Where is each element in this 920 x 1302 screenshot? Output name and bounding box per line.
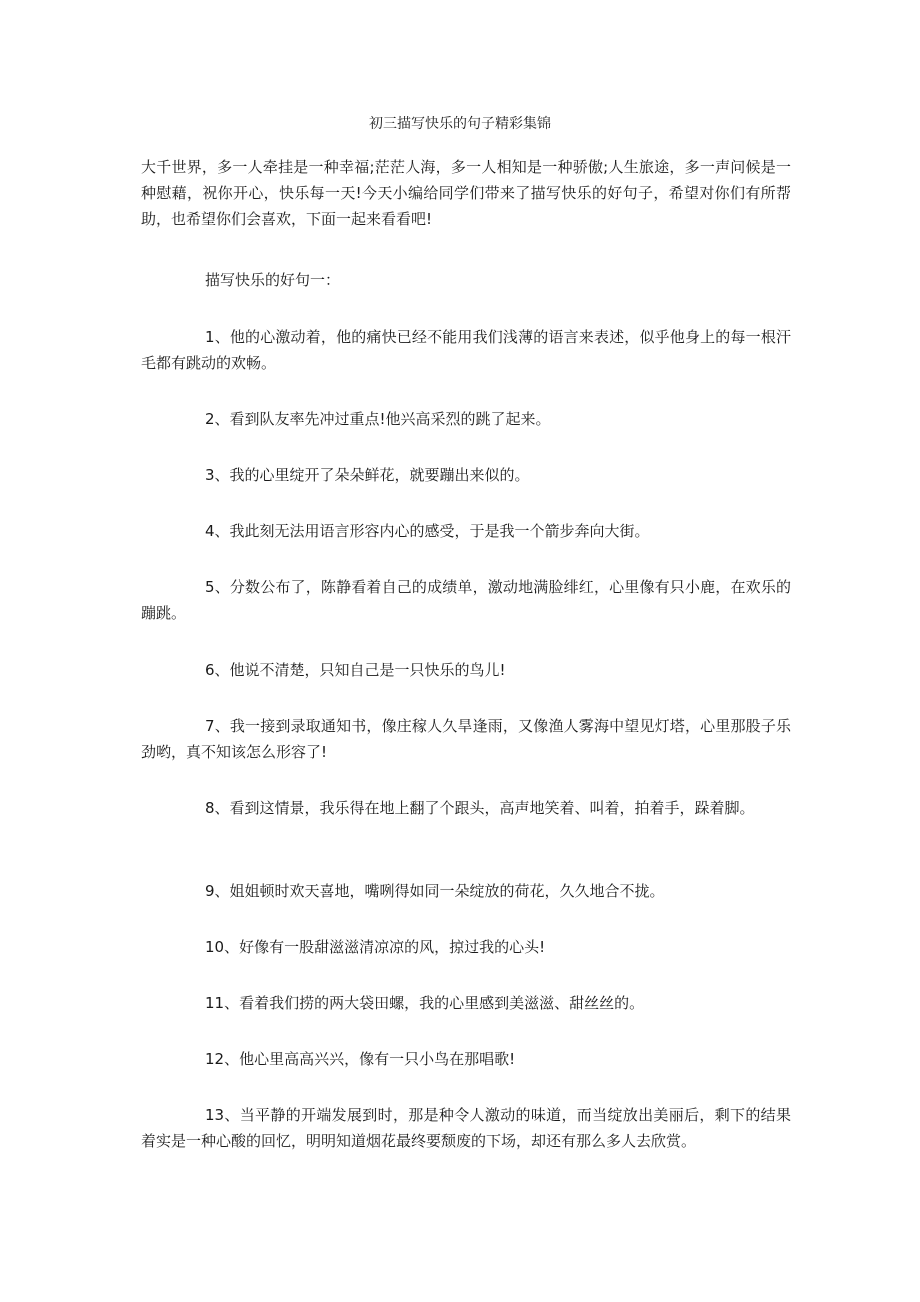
sentence-item-10: 10、好像有一股甜滋滋清凉凉的风，掠过我的心头! xyxy=(205,938,546,956)
sentence-item-9: 9、姐姐顿时欢天喜地，嘴咧得如同一朵绽放的荷花，久久地合不拢。 xyxy=(205,882,665,900)
sentence-item-12: 12、他心里高高兴兴，像有一只小鸟在那唱歌! xyxy=(205,1050,516,1068)
sentence-item-1: 1、他的心激动着，他的痛快已经不能用我们浅薄的语言来表述，似乎他身上的每一根汗毛都有跳动的欢畅。 xyxy=(141,328,791,372)
document-title: 初三描写快乐的句子精彩集锦 xyxy=(369,116,551,132)
sentence-item-6: 6、他说不清楚，只知自己是一只快乐的鸟儿! xyxy=(205,661,506,679)
sentence-item-2: 2、看到队友率先冲过重点!他兴高采烈的跳了起来。 xyxy=(205,410,551,428)
sentence-item-8: 8、看到这情景，我乐得在地上翻了个跟头，高声地笑着、叫着，拍着手，跺着脚。 xyxy=(205,799,755,817)
sentence-item-7: 7、我一接到录取通知书，像庄稼人久旱逢雨，又像渔人雾海中望见灯塔，心里那股子乐劲哟，真不知该怎么形容了! xyxy=(141,717,791,761)
sentence-item-4: 4、我此刻无法用语言形容内心的感受，于是我一个箭步奔向大街。 xyxy=(205,522,650,540)
section-heading: 描写快乐的好句一： xyxy=(205,271,341,289)
sentence-item-5: 5、分数公布了，陈静看着自己的成绩单，激动地满脸绯红，心里像有只小鹿，在欢乐的蹦跳。 xyxy=(141,578,791,622)
sentence-item-13: 13、当平静的开端发展到时，那是种令人激动的味道，而当绽放出美丽后，剩下的结果着实是一种心酸的回忆，明明知道烟花最终要颓废的下场，却还有那么多人去欣赏。 xyxy=(141,1106,791,1150)
sentence-item-3: 3、我的心里绽开了朵朵鲜花，就要蹦出来似的。 xyxy=(205,466,530,484)
sentence-item-11: 11、看着我们捞的两大袋田螺，我的心里感到美滋滋、甜丝丝的。 xyxy=(205,994,645,1012)
intro-paragraph: 大千世界，多一人牵挂是一种幸福;茫茫人海，多一人相知是一种骄傲;人生旅途，多一声问候是一种慰藉，祝你开心，快乐每一天!今天小编给同学们带来了描写快乐的好句子，希望对你们有所帮助，也希望你们会喜欢，下面一起来看看吧! xyxy=(141,158,791,228)
